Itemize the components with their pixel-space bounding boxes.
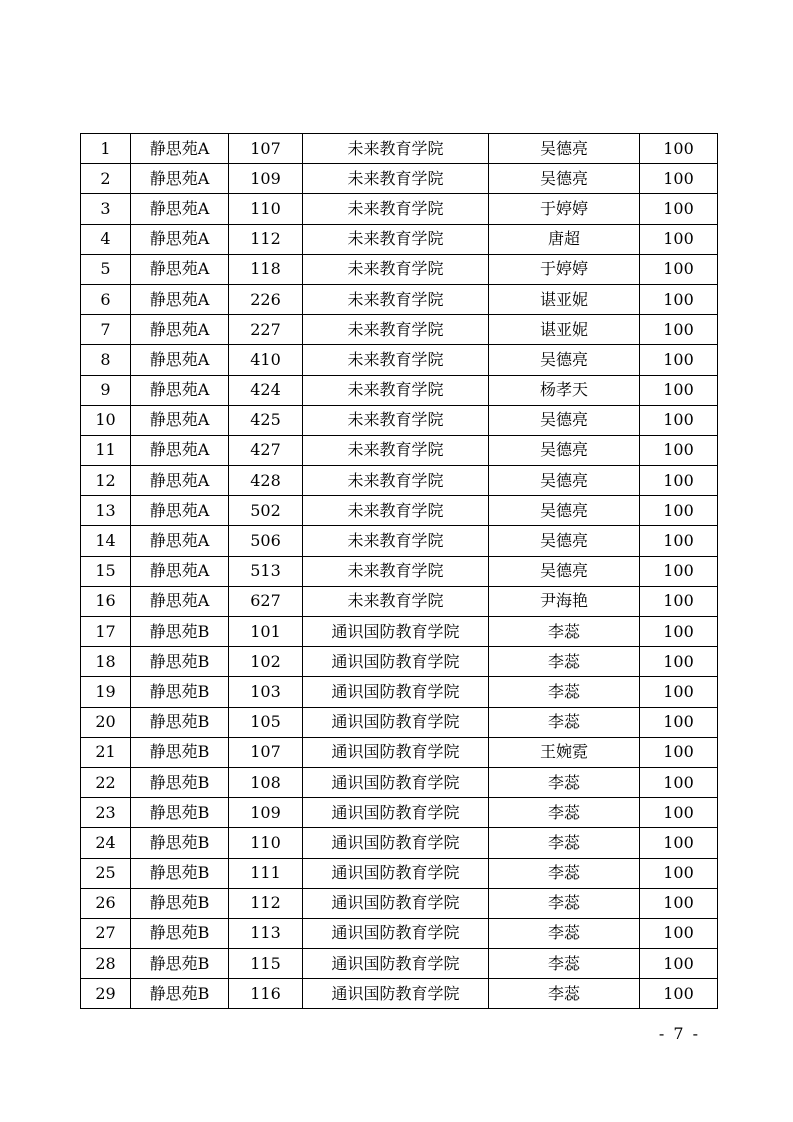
building-cell: 静思苑B: [131, 949, 229, 979]
index-cell: 28: [81, 949, 131, 979]
score-cell: 100: [640, 798, 718, 828]
college-cell: 通识国防教育学院: [303, 677, 489, 707]
score-cell: 100: [640, 224, 718, 254]
building-cell: 静思苑A: [131, 435, 229, 465]
table-row: [81, 918, 718, 948]
college-cell: 未来教育学院: [303, 164, 489, 194]
building-cell: 静思苑A: [131, 134, 229, 164]
building-cell: 静思苑A: [131, 194, 229, 224]
room-cell: 109: [229, 164, 303, 194]
score-cell: 100: [640, 737, 718, 767]
room-cell: 424: [229, 375, 303, 405]
name-cell: 杨孝天: [489, 375, 640, 405]
index-cell: 14: [81, 526, 131, 556]
college-cell: 通识国防教育学院: [303, 888, 489, 918]
score-cell: 100: [640, 828, 718, 858]
college-cell: 未来教育学院: [303, 315, 489, 345]
college-cell: 通识国防教育学院: [303, 828, 489, 858]
table-body: [81, 134, 718, 1009]
building-cell: 静思苑A: [131, 164, 229, 194]
table-row: [81, 164, 718, 194]
index-cell: 25: [81, 858, 131, 888]
building-cell: 静思苑A: [131, 345, 229, 375]
college-cell: 通识国防教育学院: [303, 707, 489, 737]
building-cell: 静思苑A: [131, 254, 229, 284]
score-cell: 100: [640, 375, 718, 405]
name-cell: 吴德亮: [489, 164, 640, 194]
room-cell: 113: [229, 918, 303, 948]
name-cell: 李蕊: [489, 647, 640, 677]
index-cell: 9: [81, 375, 131, 405]
room-cell: 107: [229, 737, 303, 767]
index-cell: 24: [81, 828, 131, 858]
index-cell: 5: [81, 254, 131, 284]
building-cell: 静思苑A: [131, 466, 229, 496]
college-cell: 通识国防教育学院: [303, 737, 489, 767]
index-cell: 1: [81, 134, 131, 164]
college-cell: 未来教育学院: [303, 496, 489, 526]
college-cell: 未来教育学院: [303, 284, 489, 314]
room-cell: 627: [229, 586, 303, 616]
name-cell: 李蕊: [489, 888, 640, 918]
name-cell: 于婷婷: [489, 254, 640, 284]
index-cell: 19: [81, 677, 131, 707]
score-cell: 100: [640, 647, 718, 677]
college-cell: 未来教育学院: [303, 466, 489, 496]
name-cell: 李蕊: [489, 677, 640, 707]
building-cell: 静思苑A: [131, 526, 229, 556]
name-cell: 李蕊: [489, 979, 640, 1009]
room-cell: 110: [229, 828, 303, 858]
score-cell: 100: [640, 918, 718, 948]
name-cell: 尹海艳: [489, 586, 640, 616]
score-cell: 100: [640, 164, 718, 194]
table-row: [81, 767, 718, 797]
index-cell: 26: [81, 888, 131, 918]
table-row: [81, 617, 718, 647]
room-cell: 109: [229, 798, 303, 828]
building-cell: 静思苑B: [131, 979, 229, 1009]
score-cell: 100: [640, 315, 718, 345]
name-cell: 李蕊: [489, 707, 640, 737]
building-cell: 静思苑B: [131, 828, 229, 858]
table-row: [81, 556, 718, 586]
score-cell: 100: [640, 586, 718, 616]
table-row: [81, 888, 718, 918]
index-cell: 16: [81, 586, 131, 616]
building-cell: 静思苑B: [131, 888, 229, 918]
college-cell: 未来教育学院: [303, 224, 489, 254]
name-cell: 唐超: [489, 224, 640, 254]
building-cell: 静思苑A: [131, 224, 229, 254]
name-cell: 李蕊: [489, 617, 640, 647]
table-row: [81, 435, 718, 465]
college-cell: 未来教育学院: [303, 194, 489, 224]
table-row: [81, 466, 718, 496]
building-cell: 静思苑B: [131, 647, 229, 677]
score-cell: 100: [640, 496, 718, 526]
room-cell: 428: [229, 466, 303, 496]
table-row: [81, 315, 718, 345]
score-cell: 100: [640, 254, 718, 284]
score-cell: 100: [640, 284, 718, 314]
college-cell: 未来教育学院: [303, 254, 489, 284]
room-cell: 502: [229, 496, 303, 526]
room-cell: 513: [229, 556, 303, 586]
score-cell: 100: [640, 435, 718, 465]
college-cell: 未来教育学院: [303, 435, 489, 465]
table-row: [81, 949, 718, 979]
table-row: [81, 586, 718, 616]
score-cell: 100: [640, 858, 718, 888]
page-number: - 7 -: [658, 1024, 700, 1043]
building-cell: 静思苑B: [131, 798, 229, 828]
score-cell: 100: [640, 466, 718, 496]
index-cell: 4: [81, 224, 131, 254]
building-cell: 静思苑A: [131, 315, 229, 345]
name-cell: 李蕊: [489, 767, 640, 797]
index-cell: 10: [81, 405, 131, 435]
table-row: [81, 194, 718, 224]
table-row: [81, 405, 718, 435]
score-cell: 100: [640, 707, 718, 737]
index-cell: 18: [81, 647, 131, 677]
score-cell: 100: [640, 194, 718, 224]
college-cell: 通识国防教育学院: [303, 949, 489, 979]
building-cell: 静思苑A: [131, 586, 229, 616]
room-cell: 112: [229, 224, 303, 254]
score-cell: 100: [640, 134, 718, 164]
table-row: [81, 737, 718, 767]
index-cell: 3: [81, 194, 131, 224]
name-cell: 谌亚妮: [489, 315, 640, 345]
table-row: [81, 134, 718, 164]
table-row: [81, 858, 718, 888]
college-cell: 通识国防教育学院: [303, 767, 489, 797]
name-cell: 李蕊: [489, 949, 640, 979]
index-cell: 23: [81, 798, 131, 828]
room-cell: 102: [229, 647, 303, 677]
room-cell: 425: [229, 405, 303, 435]
index-cell: 17: [81, 617, 131, 647]
index-cell: 12: [81, 466, 131, 496]
name-cell: 于婷婷: [489, 194, 640, 224]
table-row: [81, 707, 718, 737]
table-row: [81, 254, 718, 284]
table-row: [81, 224, 718, 254]
index-cell: 11: [81, 435, 131, 465]
table-row: [81, 496, 718, 526]
name-cell: 李蕊: [489, 918, 640, 948]
name-cell: 李蕊: [489, 858, 640, 888]
room-cell: 111: [229, 858, 303, 888]
score-cell: 100: [640, 677, 718, 707]
score-cell: 100: [640, 556, 718, 586]
index-cell: 21: [81, 737, 131, 767]
score-cell: 100: [640, 949, 718, 979]
college-cell: 未来教育学院: [303, 526, 489, 556]
room-cell: 101: [229, 617, 303, 647]
score-cell: 100: [640, 345, 718, 375]
index-cell: 6: [81, 284, 131, 314]
score-cell: 100: [640, 405, 718, 435]
name-cell: 吴德亮: [489, 134, 640, 164]
building-cell: 静思苑A: [131, 496, 229, 526]
college-cell: 通识国防教育学院: [303, 918, 489, 948]
building-cell: 静思苑B: [131, 617, 229, 647]
building-cell: 静思苑B: [131, 918, 229, 948]
name-cell: 吴德亮: [489, 556, 640, 586]
score-cell: 100: [640, 767, 718, 797]
index-cell: 8: [81, 345, 131, 375]
index-cell: 29: [81, 979, 131, 1009]
building-cell: 静思苑B: [131, 858, 229, 888]
table-row: [81, 828, 718, 858]
room-cell: 116: [229, 979, 303, 1009]
name-cell: 吴德亮: [489, 526, 640, 556]
room-cell: 427: [229, 435, 303, 465]
index-cell: 13: [81, 496, 131, 526]
college-cell: 未来教育学院: [303, 405, 489, 435]
name-cell: 李蕊: [489, 828, 640, 858]
table-row: [81, 345, 718, 375]
building-cell: 静思苑A: [131, 556, 229, 586]
room-cell: 115: [229, 949, 303, 979]
index-cell: 7: [81, 315, 131, 345]
room-cell: 118: [229, 254, 303, 284]
building-cell: 静思苑A: [131, 405, 229, 435]
room-cell: 108: [229, 767, 303, 797]
score-cell: 100: [640, 979, 718, 1009]
name-cell: 李蕊: [489, 798, 640, 828]
score-cell: 100: [640, 617, 718, 647]
name-cell: 吴德亮: [489, 405, 640, 435]
table-row: [81, 647, 718, 677]
college-cell: 通识国防教育学院: [303, 798, 489, 828]
table-row: [81, 677, 718, 707]
building-cell: 静思苑B: [131, 707, 229, 737]
college-cell: 未来教育学院: [303, 556, 489, 586]
building-cell: 静思苑B: [131, 677, 229, 707]
room-cell: 226: [229, 284, 303, 314]
room-cell: 506: [229, 526, 303, 556]
college-cell: 未来教育学院: [303, 586, 489, 616]
index-cell: 20: [81, 707, 131, 737]
college-cell: 未来教育学院: [303, 345, 489, 375]
college-cell: 通识国防教育学院: [303, 617, 489, 647]
room-cell: 105: [229, 707, 303, 737]
room-cell: 107: [229, 134, 303, 164]
building-cell: 静思苑B: [131, 737, 229, 767]
college-cell: 通识国防教育学院: [303, 647, 489, 677]
dormitory-table: [80, 133, 718, 1009]
building-cell: 静思苑B: [131, 767, 229, 797]
name-cell: 吴德亮: [489, 435, 640, 465]
building-cell: 静思苑A: [131, 375, 229, 405]
table-row: [81, 798, 718, 828]
room-cell: 103: [229, 677, 303, 707]
table-row: [81, 284, 718, 314]
name-cell: 吴德亮: [489, 345, 640, 375]
room-cell: 110: [229, 194, 303, 224]
room-cell: 227: [229, 315, 303, 345]
building-cell: 静思苑A: [131, 284, 229, 314]
score-cell: 100: [640, 888, 718, 918]
table-row: [81, 526, 718, 556]
score-cell: 100: [640, 526, 718, 556]
college-cell: 通识国防教育学院: [303, 979, 489, 1009]
table-row: [81, 375, 718, 405]
index-cell: 2: [81, 164, 131, 194]
index-cell: 27: [81, 918, 131, 948]
name-cell: 吴德亮: [489, 496, 640, 526]
index-cell: 15: [81, 556, 131, 586]
room-cell: 112: [229, 888, 303, 918]
name-cell: 谌亚妮: [489, 284, 640, 314]
index-cell: 22: [81, 767, 131, 797]
college-cell: 通识国防教育学院: [303, 858, 489, 888]
room-cell: 410: [229, 345, 303, 375]
table-row: [81, 979, 718, 1009]
name-cell: 王婉霓: [489, 737, 640, 767]
college-cell: 未来教育学院: [303, 134, 489, 164]
name-cell: 吴德亮: [489, 466, 640, 496]
college-cell: 未来教育学院: [303, 375, 489, 405]
